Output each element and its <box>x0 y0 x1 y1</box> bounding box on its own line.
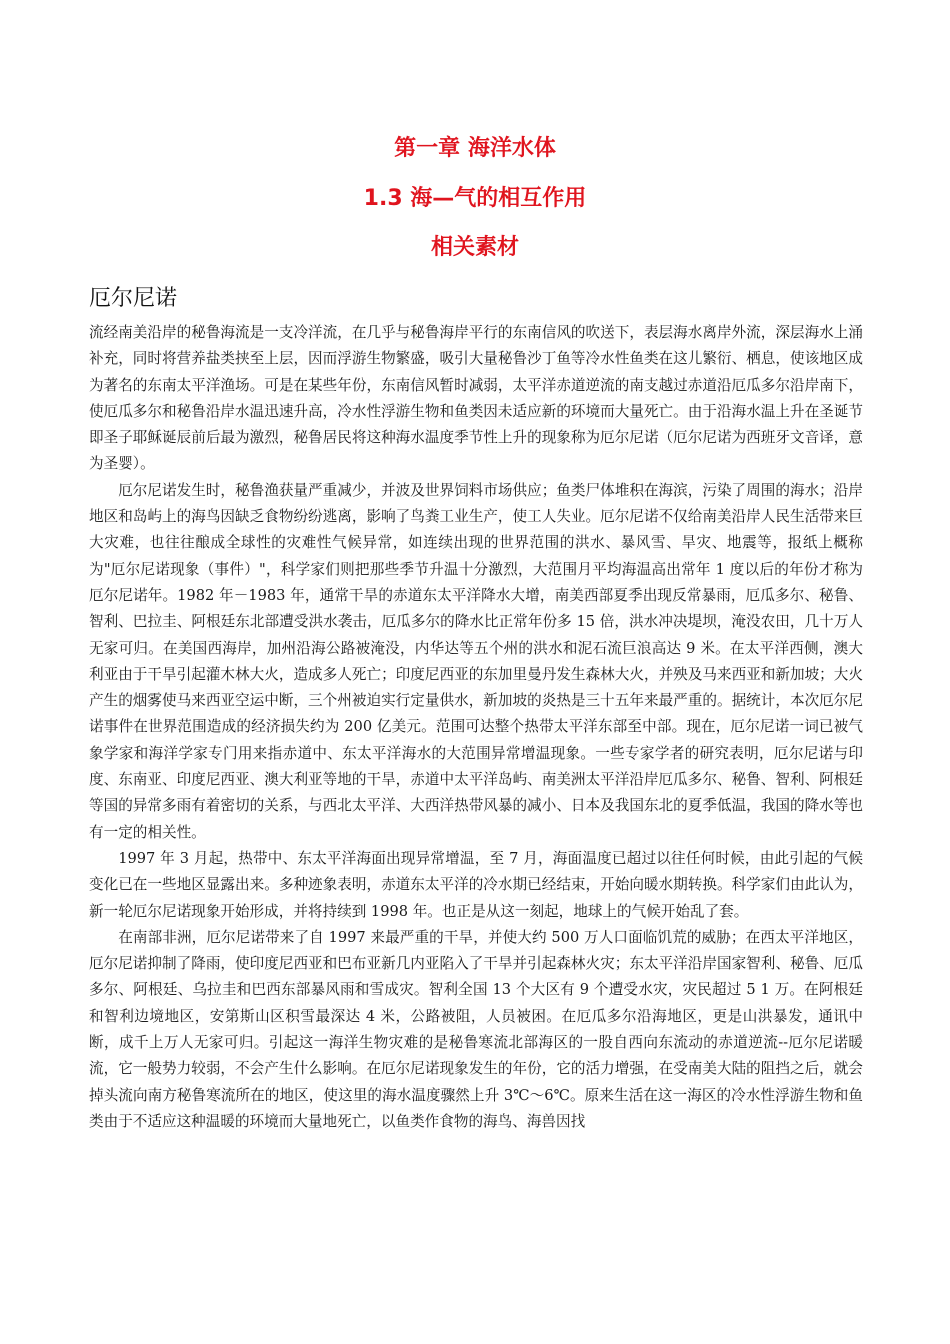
material-heading: 相关素材 <box>430 235 519 260</box>
article-title: 厄尔尼诺 <box>89 286 178 311</box>
chapter-heading: 第一章 海洋水体 <box>394 136 556 161</box>
paragraph-1: 流经南美沿岸的秘鲁海流是一支冷洋流，在几乎与秘鲁海岸平行的东南信风的吹送下，表层海水离岸外流，深层海水上涌补充，同时将营养盐类挟至上层，因而浮游生物繁盛，吸引大量秘鲁沙丁鱼等冷水性鱼类在这儿繁衍、栖息，使该地区成为著名的东南太平洋渔场。可是在某些年份，东南信风暂时减弱，太平洋赤道逆流的南支越过赤道沿厄瓜多尔沿岸南下，使厄瓜多尔和秘鲁沿岸水温迅速升高，冷水性浮游生物和鱼类因未适应新的环境而大量死亡。由于沿海水温上升在圣诞节即圣子耶稣诞辰前后最为激烈，秘鲁居民将这种海水温度季节性上升的现象称为厄尔尼诺（厄尔尼诺为西班牙文音译，意为圣婴）。 <box>89 324 863 473</box>
paragraph-3: 1997 年 3 月起，热带中、东太平洋海面出现异常增温，至 7 月，海面温度已超过以往任何时候，由此引起的气候变化已在一些地区显露出来。多种迹象表明，赤道东太平洋的冷水期已经结束，开始向暖水期转换。科学家们由此认为，新一轮厄尔尼诺现象开始形成，并将持续到 1998 年。也正是从这一刻起，地球上的气候开始乱了套。 <box>89 849 863 920</box>
paragraph-2: 厄尔尼诺发生时，秘鲁渔获量严重减少，并波及世界饲料市场供应；鱼类尸体堆积在海滨，污染了周围的海水；沿岸地区和岛屿上的海鸟因缺乏食物纷纷逃离，影响了鸟粪工业生产，使工人失业。厄尔尼诺不仅给南美沿岸人民生活带来巨大灾难，也往往酿成全球性的灾难性气候异常，如连续出现的世界范围的洪水、暴风雪、旱灾、地震等，报纸上概称为"厄尔尼诺现象（事件）"，科学家们则把那些季节升温十分激烈，大范围月平均海温高出常年 1 度以后的年份才称为厄尔尼诺年。1982 年－1983 年，通常干旱的赤道东太平洋降水大增，南美西部夏季出现反常暴雨，厄瓜多尔、秘鲁、智利、巴拉圭、阿根廷东北部遭受洪水袭击，厄瓜多尔的降水比正常年份多 15 倍，洪水冲决堤坝，淹没农田，几十万人无家可归。在美国西海岸，加州沿海公路被淹没，内华达等五个州的洪水和泥石流巨浪高达 9 米。在太平洋西侧，澳大利亚由于干旱引起灌木林大火，造成多人死亡；印度尼西亚的东加里曼丹发生森林大火，并殃及马来西亚和新加坡；大火产生的烟雾使马来西亚空运中断，三个州被迫实行定量供水，新加坡的炎热是三十五年来最严重的。据统计，本次厄尔尼诺事件在世界范围造成的经济损失约为 200 亿美元。范围可达整个热带太平洋东部至中部。现在，厄尔尼诺一词已被气象学家和海洋学家专门用来指赤道中、东太平洋海水的大范围异常增温现象。一些专家学者的研究表明，厄尔尼诺与印度、东南亚、印度尼西亚、澳大利亚等地的干旱，赤道中太平洋岛屿、南美洲太平洋沿岸厄瓜多尔、秘鲁、智利、阿根廷等国的异常多雨有着密切的关系，与西北太平洋、大西洋热带风暴的减小、日本及我国东北的夏季低温，我国的降水等也有一定的相关性。 <box>89 481 863 841</box>
section-heading: 1.3 海—气的相互作用 <box>363 186 587 211</box>
paragraph-4: 在南部非洲，厄尔尼诺带来了自 1997 来最严重的干旱，并使大约 500 万人口面临饥荒的威胁；在西太平洋地区，厄尔尼诺抑制了降雨，使印度尼西亚和巴布亚新几内亚陷入了干旱并引起森林火灾；东太平洋沿岸国家智利、秘鲁、厄瓜多尔、阿根廷、乌拉圭和巴西东部暴风雨和雪成灾。智利全国 13 个大区有 9 个遭受水灾，灾民超过 5 1 万。在阿根廷和智利边境地区，安第斯山区积雪最深达 4 米，公路被阻，人员被困。在厄瓜多尔沿海地区，更是山洪暴发，通讯中断，成千上万人无家可归。引起这一海洋生物灾难的是秘鲁寒流北部海区的一股自西向东流动的赤道逆流--厄尔尼诺暖流，它一般势力较弱，不会产生什么影响。在厄尔尼诺现象发生的年份，它的活力增强，在受南美大陆的阻挡之后，就会掉头流向南方秘鲁寒流所在的地区，使这里的海水温度骤然上升 3℃～6℃。原来生活在这一海区的冷水性浮游生物和鱼类由于不适应这种温暖的环境而大量地死亡，以鱼类作食物的海鸟、海兽因找 <box>89 928 863 1130</box>
article-body <box>89 320 863 1135</box>
